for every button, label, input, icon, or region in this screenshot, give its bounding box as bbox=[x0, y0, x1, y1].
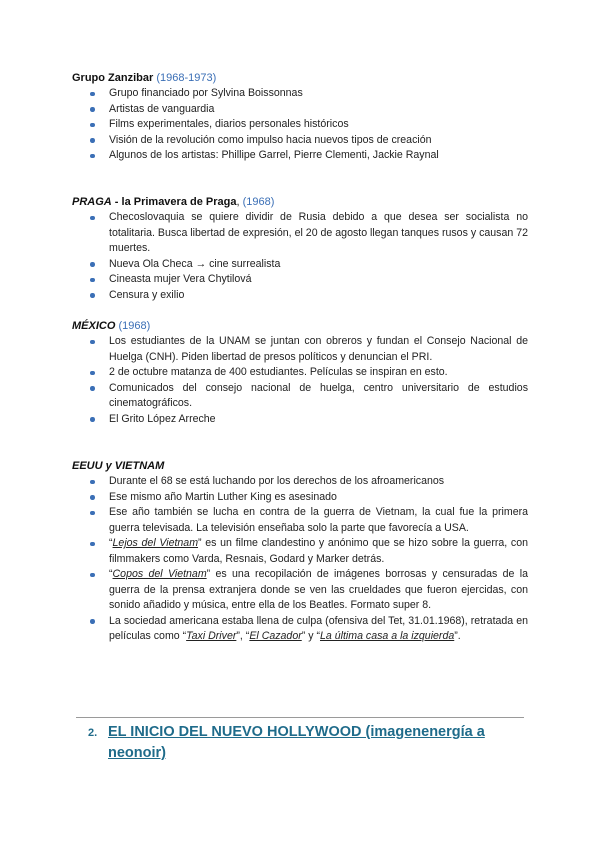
section-2-heading[interactable] bbox=[88, 722, 528, 764]
bullet-icon bbox=[90, 262, 95, 267]
list-item: “Lejos del Vietnam” es un filme clandestino y anónimo que se hizo sobre la guerra, con filmmakers como Varda, Resnais, Godard y Marker detrás. bbox=[72, 536, 528, 567]
list-item: Films experimentales, diarios personales históricos bbox=[72, 117, 528, 133]
bullet-icon bbox=[90, 480, 95, 485]
zanzibar-title: Grupo Zanzibar bbox=[72, 72, 154, 84]
zanzibar-section bbox=[72, 71, 528, 164]
list-item: “Copos del Vietnam” es una recopilación de imágenes borrosas y censuradas de la guerra de la prensa extranjera donde se ven las crueldades que fueron ejercidas, con sonido añadido y música, entre ella de los Beatles. Formato super 8. bbox=[72, 567, 528, 614]
mexico-heading bbox=[72, 319, 528, 334]
bullet-icon bbox=[90, 619, 95, 624]
bullet-icon bbox=[90, 107, 95, 112]
eeuu-section bbox=[72, 459, 528, 645]
bullet-icon bbox=[90, 92, 95, 97]
list-item: Durante el 68 se está luchando por los derechos de los afroamericanos bbox=[72, 474, 528, 490]
bullet-icon bbox=[90, 340, 95, 345]
list-item: Ese mismo año Martin Luther King es asesinado bbox=[72, 490, 528, 506]
list-item: 2 de octubre matanza de 400 estudiantes. Películas se inspiran en esto. bbox=[72, 365, 528, 381]
mexico-list bbox=[72, 334, 528, 427]
list-item: Los estudiantes de la UNAM se juntan con obreros y fundan el Consejo Nacional de Huelga (CNH). Piden libertad de presos políticos y denuncian el PRI. bbox=[72, 334, 528, 365]
film-title: Copos del Vietnam bbox=[112, 568, 207, 580]
praga-heading: PRAGA - la Primavera de Praga, (1968) bbox=[72, 196, 275, 208]
list-item: Visión de la revolución como impulso hacia nuevos tipos de creación bbox=[72, 133, 528, 149]
list-item: Ese año también se lucha en contra de la guerra de Vietnam, la cual fue la primera guerra televisada. La televisión enseñaba solo la parte que favorecía a USA. bbox=[72, 505, 528, 536]
bullet-icon bbox=[90, 542, 95, 547]
praga-title-city: PRAGA bbox=[72, 196, 112, 208]
list-item: La sociedad americana estaba llena de culpa (ofensiva del Tet, 31.01.1968), retratada en películas como “Taxi Driver”, “El Cazador” y “La última casa a la izquierda”. bbox=[72, 614, 528, 645]
list-item: Checoslovaquia se quiere dividir de Rusia debido a que desea ser socialista no totalitaria. Busca libertad de expresión, el 20 de agosto llegan tanques rusos y causan 72 muertes. bbox=[72, 210, 528, 257]
praga-date: (1968) bbox=[242, 196, 275, 208]
bullet-icon bbox=[90, 278, 95, 283]
list-item: Artistas de vanguardia bbox=[72, 102, 528, 118]
bullet-icon bbox=[90, 216, 95, 221]
mexico-title: MÉXICO bbox=[72, 320, 116, 332]
praga-section bbox=[72, 195, 528, 303]
bullet-icon bbox=[90, 417, 95, 422]
mexico-section bbox=[72, 319, 528, 427]
list-item: Cineasta mujer Vera Chytilová bbox=[72, 272, 528, 288]
zanzibar-date: (1968-1973) bbox=[156, 72, 217, 84]
film-title: Lejos del Vietnam bbox=[112, 537, 199, 549]
list-item: Nueva Ola Checa → cine surrealista bbox=[72, 257, 528, 273]
list-item: Grupo financiado por Sylvina Boissonnas bbox=[72, 86, 528, 102]
bullet-icon bbox=[90, 293, 95, 298]
section-2-title[interactable]: EL INICIO DEL NUEVO HOLLYWOOD (imagenenergía a neonoir) bbox=[108, 724, 485, 761]
bullet-icon bbox=[90, 495, 95, 500]
praga-title-rest: - la Primavera de Praga bbox=[111, 196, 237, 208]
praga-list bbox=[72, 210, 528, 303]
list-item: El Grito López Arreche bbox=[72, 412, 528, 428]
list-item: Censura y exilio bbox=[72, 288, 528, 304]
eeuu-list bbox=[72, 474, 528, 645]
bullet-icon bbox=[90, 573, 95, 578]
list-item: Algunos de los artistas: Phillipe Garrel, Pierre Clementi, Jackie Raynal bbox=[72, 148, 528, 164]
zanzibar-list bbox=[72, 86, 528, 164]
film-title: El Cazador bbox=[249, 630, 302, 642]
bullet-icon bbox=[90, 154, 95, 159]
zanzibar-heading bbox=[72, 71, 528, 86]
bullet-icon bbox=[90, 138, 95, 143]
list-item: Comunicados del consejo nacional de huelga, centro universitario de estudios cinematográficos. bbox=[72, 381, 528, 412]
bullet-icon bbox=[90, 371, 95, 376]
eeuu-heading bbox=[72, 459, 528, 474]
section-divider bbox=[76, 717, 524, 718]
film-title: Taxi Driver bbox=[186, 630, 237, 642]
bullet-icon bbox=[90, 386, 95, 391]
eeuu-title: EEUU y VIETNAM bbox=[72, 460, 165, 472]
bullet-icon bbox=[90, 511, 95, 516]
bullet-icon bbox=[90, 123, 95, 128]
section-2-number: 2. bbox=[88, 727, 98, 739]
film-title: La última casa a la izquierda bbox=[319, 630, 455, 642]
mexico-date: (1968) bbox=[118, 320, 151, 332]
